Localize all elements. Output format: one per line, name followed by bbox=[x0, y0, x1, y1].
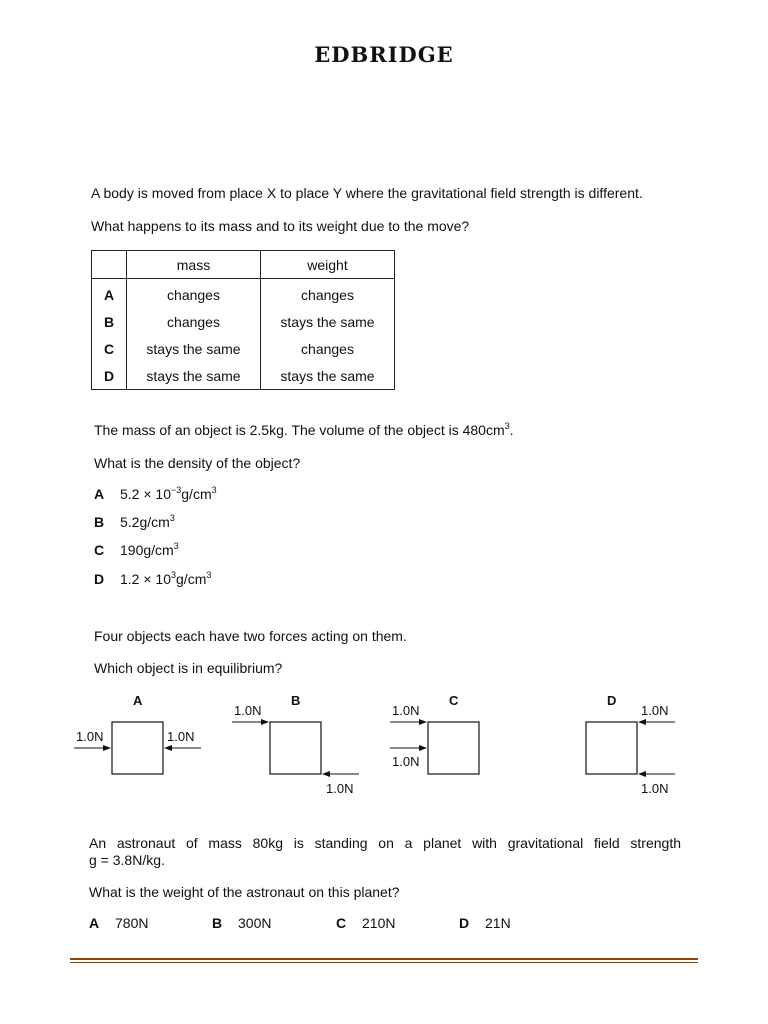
table-header-mass: mass bbox=[127, 251, 261, 279]
option-letter: C bbox=[94, 542, 105, 558]
q2-statement bbox=[94, 421, 514, 439]
option-unit: g/cm bbox=[176, 571, 207, 587]
option-letter: B bbox=[212, 915, 223, 931]
option-letter: D bbox=[94, 571, 105, 587]
mass-cell: changes bbox=[127, 279, 261, 309]
mass-weight-table bbox=[91, 250, 395, 390]
q4-question: What is the weight of the astronaut on this planet? bbox=[89, 884, 400, 900]
mass-cell: stays the same bbox=[127, 362, 261, 390]
row-label: B bbox=[92, 308, 127, 335]
weight-cell: stays the same bbox=[261, 308, 395, 335]
object-box bbox=[586, 722, 637, 774]
diagram-d-label: D bbox=[607, 693, 617, 708]
row-label: A bbox=[92, 279, 127, 309]
option-text: 21N bbox=[485, 915, 511, 931]
option-unit: g/cm bbox=[181, 486, 212, 502]
option-letter: B bbox=[94, 514, 105, 530]
option-exponent: 3 bbox=[171, 570, 177, 580]
diagram-b-top-force: 1.0N bbox=[234, 703, 262, 718]
q4-option-a bbox=[89, 914, 148, 932]
footer-rule-thin bbox=[70, 962, 698, 963]
footer-rule bbox=[70, 958, 698, 960]
q2-option-d bbox=[94, 570, 211, 588]
object-box bbox=[270, 722, 321, 774]
option-unit-exponent: 3 bbox=[206, 570, 212, 580]
option-letter: A bbox=[89, 915, 100, 931]
row-label: D bbox=[92, 362, 127, 390]
weight-cell: stays the same bbox=[261, 362, 395, 390]
option-text: 5.2g/cm bbox=[120, 514, 170, 530]
option-unit-exponent: 3 bbox=[211, 485, 217, 495]
object-box bbox=[112, 722, 163, 774]
diagram-b bbox=[232, 722, 359, 774]
option-text: 5.2 × 10 bbox=[120, 486, 171, 502]
option-text: 190g/cm bbox=[120, 542, 174, 558]
q2-statement-sup: 3 bbox=[504, 421, 510, 431]
q2-question: What is the density of the object? bbox=[94, 455, 301, 471]
option-exponent: −3 bbox=[171, 485, 182, 495]
option-letter: C bbox=[336, 915, 347, 931]
option-exponent: 3 bbox=[173, 541, 179, 551]
page-title: EDBRIDGE bbox=[314, 42, 454, 67]
q2-option-b bbox=[94, 513, 175, 531]
q2-option-a bbox=[94, 485, 217, 503]
weight-cell: changes bbox=[261, 335, 395, 362]
mass-cell: changes bbox=[127, 308, 261, 335]
q4-statement-cont: g = 3.8N/kg. bbox=[89, 852, 165, 868]
diagram-d bbox=[586, 722, 675, 774]
option-exponent: 3 bbox=[169, 513, 175, 523]
option-letter: D bbox=[459, 915, 470, 931]
option-text: 780N bbox=[115, 915, 149, 931]
q2-option-c bbox=[94, 541, 179, 559]
row-label: C bbox=[92, 335, 127, 362]
diagram-b-label: B bbox=[291, 693, 301, 708]
diagram-a-label: A bbox=[133, 693, 143, 708]
object-box bbox=[428, 722, 479, 774]
q4-option-c bbox=[336, 914, 395, 932]
option-letter: A bbox=[94, 486, 105, 502]
q4-option-d bbox=[459, 914, 511, 932]
q4-option-b bbox=[212, 914, 271, 932]
q2-statement-end: . bbox=[509, 422, 514, 438]
table-corner-cell bbox=[92, 251, 127, 279]
q1-question: What happens to its mass and to its weight due to the move? bbox=[91, 218, 470, 234]
diagram-c-label: C bbox=[449, 693, 459, 708]
diagram-b-bottom-force: 1.0N bbox=[326, 781, 354, 796]
table-row bbox=[92, 279, 395, 309]
weight-cell: changes bbox=[261, 279, 395, 309]
q4-statement: An astronaut of mass 80kg is standing on a planet with gravitational field strength bbox=[89, 835, 681, 851]
diagram-c-top-force: 1.0N bbox=[392, 703, 420, 718]
option-text: 210N bbox=[362, 915, 396, 931]
diagram-c-bottom-force: 1.0N bbox=[392, 754, 420, 769]
q2-statement-text: The mass of an object is 2.5kg. The volume of the object is 480cm bbox=[94, 422, 505, 438]
q3-question: Which object is in equilibrium? bbox=[94, 660, 283, 676]
table-row bbox=[92, 308, 395, 335]
table-row bbox=[92, 335, 395, 362]
q3-statement: Four objects each have two forces acting on them. bbox=[94, 628, 407, 644]
table-header-weight: weight bbox=[261, 251, 395, 279]
table-row bbox=[92, 362, 395, 390]
q1-statement: A body is moved from place X to place Y where the gravitational field strength is different. bbox=[91, 185, 643, 201]
diagram-a-right-force: 1.0N bbox=[167, 729, 195, 744]
mass-cell: stays the same bbox=[127, 335, 261, 362]
option-text: 1.2 × 10 bbox=[120, 571, 171, 587]
diagram-d-top-force: 1.0N bbox=[641, 703, 669, 718]
diagram-d-bottom-force: 1.0N bbox=[641, 781, 669, 796]
diagram-a-left-force: 1.0N bbox=[76, 729, 104, 744]
option-text: 300N bbox=[238, 915, 272, 931]
